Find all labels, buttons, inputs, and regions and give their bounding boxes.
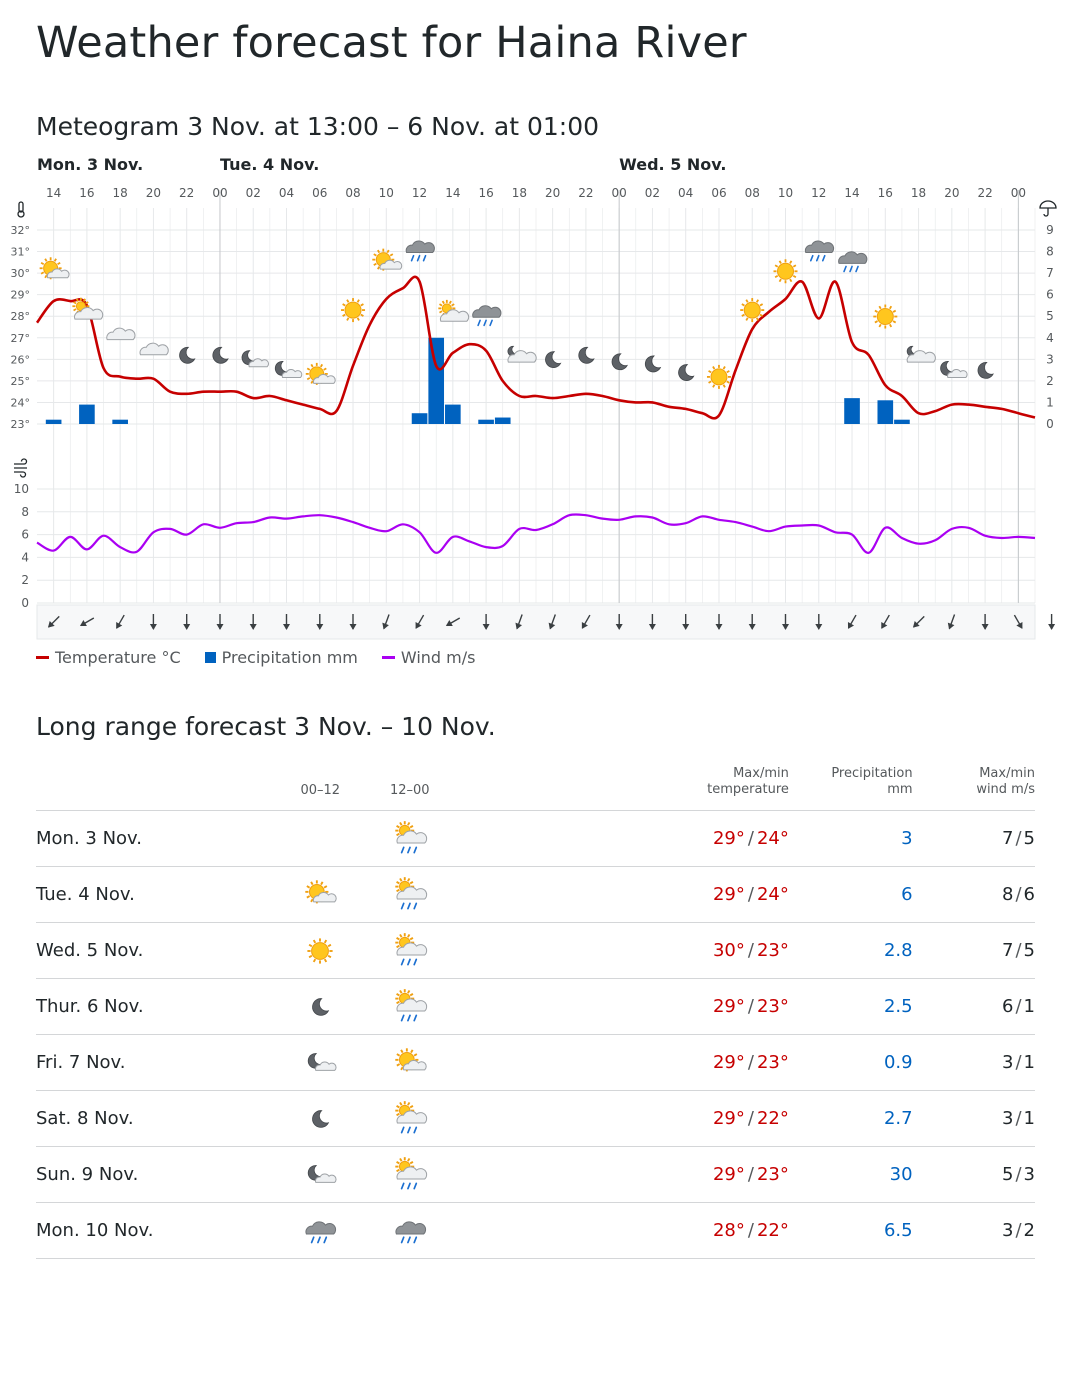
min-temperature: 24° [756,828,789,849]
min-wind: 1 [1023,996,1035,1017]
max-wind: 3 [1002,1052,1014,1073]
wind-tick-label: 0 [21,596,29,610]
x-tick-label: 16 [79,186,95,200]
rain-sun-icon [388,817,432,861]
min-wind: 1 [1023,1052,1035,1073]
temperature-tick-label: 23° [10,418,30,431]
partly-cloudy-day-icon [40,257,69,279]
spacer-cell [455,1091,694,1147]
rain-icon [473,306,501,326]
table-row[interactable] [36,1147,1035,1203]
temperature-cell [694,1035,789,1091]
separator: / [1015,1052,1022,1073]
temperature-tick-label: 24° [10,396,30,410]
wind-cell [913,1091,1035,1147]
cloudy-icon [107,328,135,340]
partly-cloudy-night-icon [275,361,302,377]
precipitation-cell: 2.7 [789,1091,913,1147]
precipitation-cell: 6.5 [789,1203,913,1259]
long-range-title: Long range forecast 3 Nov. – 10 Nov. [36,712,496,741]
temperature-swatch [36,656,49,659]
separator: / [747,1052,754,1073]
partly-cloudy-night-icon [298,1041,342,1085]
sun-icon [774,259,798,283]
legend-temperature-label: Temperature °C [55,648,181,667]
precipitation-bar [478,420,494,424]
cloudy-sun-icon [438,300,468,321]
legend-wind [382,648,476,667]
day-label: Tue. 4 Nov. [219,155,320,174]
wind-icon [14,459,27,477]
wind-cell [913,923,1035,979]
wind-tick-label: 8 [21,504,29,519]
rain-sun-icon [388,1153,432,1197]
rain-icon [298,1209,342,1253]
precipitation-tick-label: 8 [1046,244,1054,259]
separator: / [1015,1108,1022,1129]
temperature-cell [694,979,789,1035]
sun-icon [341,298,365,322]
max-wind: 3 [1002,1220,1014,1241]
precipitation-cell: 2.5 [789,979,913,1035]
day-symbol-cell [365,979,455,1035]
separator: / [1015,996,1022,1017]
x-tick-label: 22 [977,186,993,200]
moon-icon [298,1097,342,1141]
header-wind-line2: wind m/s [976,782,1035,797]
sun-icon [873,305,897,329]
table-row[interactable] [36,867,1035,923]
night-symbol-cell [275,923,365,979]
header-spacer [455,752,694,811]
cloudy-icon [140,343,168,355]
precipitation-bar [445,405,461,424]
day-label: Mon. 3 Nov. [37,155,144,174]
precipitation-tick-label: 9 [1046,223,1054,237]
temperature-cell [694,1091,789,1147]
precipitation-tick-label: 2 [1046,373,1054,388]
moon-icon [298,985,342,1029]
wind-tick-label: 4 [21,550,29,565]
night-symbol-cell [275,1203,365,1259]
min-wind: 5 [1023,828,1035,849]
rain-icon [839,252,867,272]
table-header-row [36,752,1035,811]
rain-icon [388,1209,432,1253]
temperature-tick-label: 30° [10,267,30,281]
wind-tick-label: 2 [21,573,29,588]
sun-icon [707,365,731,389]
x-tick-label: 20 [544,186,561,200]
wind-cell [913,811,1035,867]
precipitation-bar [894,420,910,424]
day-cell: Mon. 3 Nov. [36,811,275,867]
x-tick-label: 18 [910,186,927,200]
temperature-cell [694,923,789,979]
wind-cell [913,979,1035,1035]
precipitation-tick-label: 3 [1046,352,1054,367]
max-temperature: 29° [712,1052,745,1073]
precipitation-bar [495,418,511,424]
separator: / [747,1108,754,1129]
spacer-cell [455,867,694,923]
min-wind: 5 [1023,940,1035,961]
spacer-cell [455,1147,694,1203]
night-symbol-cell [275,867,365,923]
spacer-cell [455,1035,694,1091]
temperature-cell [694,1147,789,1203]
legend-wind-label: Wind m/s [400,648,476,667]
header-temperature [694,752,789,811]
x-tick-label: 02 [644,186,661,200]
meteogram-chart [0,150,1080,645]
wind-cell [913,1147,1035,1203]
precipitation-bar [412,413,428,424]
cloudy-night-icon [907,346,935,362]
precipitation-cell: 30 [789,1147,913,1203]
max-wind: 6 [1002,996,1014,1017]
chart-legend [36,648,475,667]
table-row[interactable] [36,1203,1035,1259]
temperature-tick-label: 28° [10,310,30,324]
max-wind: 7 [1002,828,1014,849]
max-wind: 5 [1002,1164,1014,1185]
precipitation-tick-label: 5 [1046,309,1054,324]
day-symbol-cell [365,1147,455,1203]
separator: / [1015,1164,1022,1185]
partly-cloudy-day-icon [306,363,335,385]
rain-icon [406,241,434,261]
x-tick-label: 20 [944,186,960,200]
day-cell: Wed. 5 Nov. [36,923,275,979]
rain-sun-icon [388,1097,432,1141]
spacer-cell [455,923,694,979]
temperature-cell [694,1203,789,1259]
temperature-tick-label: 27° [10,331,30,345]
precipitation-bar [428,338,444,424]
night-symbol-cell [275,1091,365,1147]
max-temperature: 29° [712,828,745,849]
temperature-cell [694,867,789,923]
day-symbol-cell [365,867,455,923]
spacer-cell [455,1203,694,1259]
x-tick-label: 14 [45,186,62,200]
x-tick-label: 10 [777,186,794,200]
day-symbol-cell [365,923,455,979]
rain-sun-icon [388,873,432,917]
cloudy-night-icon [508,346,536,362]
wind-tick-label: 6 [21,527,29,542]
temperature-tick-label: 32° [10,224,30,237]
separator: / [747,940,754,961]
legend-precipitation [205,648,358,667]
separator: / [747,1164,754,1185]
x-tick-label: 06 [711,186,727,200]
separator: / [747,1220,754,1241]
wind-cell [913,1203,1035,1259]
precipitation-cell: 6 [789,867,913,923]
header-wind-line1: Max/min [979,766,1035,781]
sun-icon [298,929,342,973]
min-wind: 6 [1023,884,1035,905]
table-row[interactable] [36,979,1035,1035]
max-temperature: 30° [712,940,745,961]
day-cell: Fri. 7 Nov. [36,1035,275,1091]
separator: / [1015,1220,1022,1241]
precipitation-tick-label: 1 [1046,395,1054,410]
max-wind: 7 [1002,940,1014,961]
x-tick-label: 22 [578,186,594,200]
separator: / [747,884,754,905]
min-temperature: 23° [756,1052,789,1073]
min-temperature: 23° [756,1164,789,1185]
table-row[interactable] [36,923,1035,979]
temperature-cell [694,811,789,867]
partly-cloudy-day-icon [388,1041,432,1085]
separator: / [1015,828,1022,849]
precipitation-tick-label: 7 [1046,266,1054,281]
x-tick-label: 22 [179,186,195,200]
x-tick-label: 00 [611,186,627,200]
partly-cloudy-night-icon [941,361,968,377]
x-tick-label: 00 [1010,186,1027,200]
night-symbol-cell [275,811,365,867]
header-precipitation-line2: mm [887,782,913,797]
day-symbol-cell [365,1035,455,1091]
x-tick-label: 12 [411,186,428,200]
temperature-tick-label: 25° [10,374,30,388]
x-tick-label: 12 [811,186,827,200]
night-symbol-cell [275,1147,365,1203]
legend-temperature [36,648,181,667]
separator: / [1015,940,1022,961]
x-tick-label: 20 [145,186,162,200]
header-precipitation [789,752,913,811]
header-wind [913,752,1035,811]
thermometer-icon [18,202,24,217]
max-wind: 8 [1002,884,1014,905]
day-symbol-cell [365,811,455,867]
header-day [36,752,275,811]
precipitation-swatch [205,652,216,663]
min-temperature: 23° [756,940,789,961]
meteogram-title: Meteogram 3 Nov. at 13:00 – 6 Nov. at 01:00 [36,112,600,141]
night-symbol-cell [275,1035,365,1091]
min-temperature: 24° [756,884,789,905]
x-tick-label: 08 [345,186,361,200]
temperature-tick-label: 29° [10,288,30,302]
min-wind: 1 [1023,1108,1035,1129]
partly-cloudy-night-icon [242,351,269,367]
partly-cloudy-night-icon [298,1153,342,1197]
spacer-cell [455,811,694,867]
rain-sun-icon [388,929,432,973]
min-wind: 3 [1023,1164,1035,1185]
header-daytime: 12–00 [365,752,455,811]
precipitation-bar [844,398,860,424]
x-tick-label: 16 [877,186,893,200]
day-label: Wed. 5 Nov. [619,155,727,174]
wind-tick-label: 10 [13,482,29,496]
max-temperature: 29° [712,1108,745,1129]
max-temperature: 29° [712,1164,745,1185]
x-tick-label: 04 [278,186,295,200]
x-tick-label: 04 [678,186,694,200]
day-cell: Sun. 9 Nov. [36,1147,275,1203]
day-symbol-cell [365,1091,455,1147]
precipitation-cell: 3 [789,811,913,867]
header-night: 00–12 [275,752,365,811]
precipitation-cell: 0.9 [789,1035,913,1091]
header-precipitation-line1: Precipitation [831,766,913,781]
precipitation-bar [79,405,95,424]
table-row[interactable] [36,1091,1035,1147]
precipitation-tick-label: 4 [1046,330,1054,345]
x-tick-label: 14 [844,186,860,200]
min-temperature: 22° [756,1108,789,1129]
temperature-tick-label: 26° [10,353,30,367]
wind-cell [913,1035,1035,1091]
header-temperature-line1: Max/min [733,766,789,781]
precipitation-tick-label: 0 [1046,417,1054,431]
min-temperature: 22° [756,1220,789,1241]
day-cell: Sat. 8 Nov. [36,1091,275,1147]
day-symbol-cell [365,1203,455,1259]
min-wind: 2 [1023,1220,1035,1241]
wind-cell [913,867,1035,923]
header-temperature-line2: temperature [707,782,789,797]
separator: / [747,996,754,1017]
x-tick-label: 02 [245,186,261,200]
table-row[interactable] [36,811,1035,867]
long-range-table [36,752,1035,1259]
max-temperature: 28° [712,1220,745,1241]
separator: / [1015,884,1022,905]
max-wind: 3 [1002,1108,1014,1129]
x-tick-label: 00 [212,186,228,200]
precipitation-bar [112,420,128,424]
wind-swatch [382,656,395,659]
partly-cloudy-day-icon [298,873,342,917]
x-tick-label: 16 [478,186,494,200]
cloudy-sun-icon [72,298,102,319]
day-cell: Thur. 6 Nov. [36,979,275,1035]
x-tick-label: 06 [312,186,328,200]
night-symbol-cell [275,979,365,1035]
spacer-cell [455,979,694,1035]
wind-arrow [1048,614,1055,630]
day-cell: Mon. 10 Nov. [36,1203,275,1259]
legend-precipitation-label: Precipitation mm [221,648,358,667]
max-temperature: 29° [712,996,745,1017]
x-tick-label: 18 [511,186,528,200]
precipitation-cell: 2.8 [789,923,913,979]
x-tick-label: 08 [744,186,760,200]
separator: / [747,828,754,849]
rain-sun-icon [388,985,432,1029]
umbrella-icon [1040,201,1056,216]
precipitation-bar [46,420,62,424]
day-cell: Tue. 4 Nov. [36,867,275,923]
rain-icon [805,241,833,261]
page-title: Weather forecast for Haina River [36,18,747,68]
precipitation-tick-label: 6 [1046,287,1054,302]
x-tick-label: 18 [112,186,128,200]
x-tick-label: 10 [378,186,394,200]
temperature-tick-label: 31° [10,245,30,259]
min-temperature: 23° [756,996,789,1017]
max-temperature: 29° [712,884,745,905]
x-tick-label: 14 [445,186,461,200]
table-row[interactable] [36,1035,1035,1091]
precipitation-bar [877,400,893,424]
